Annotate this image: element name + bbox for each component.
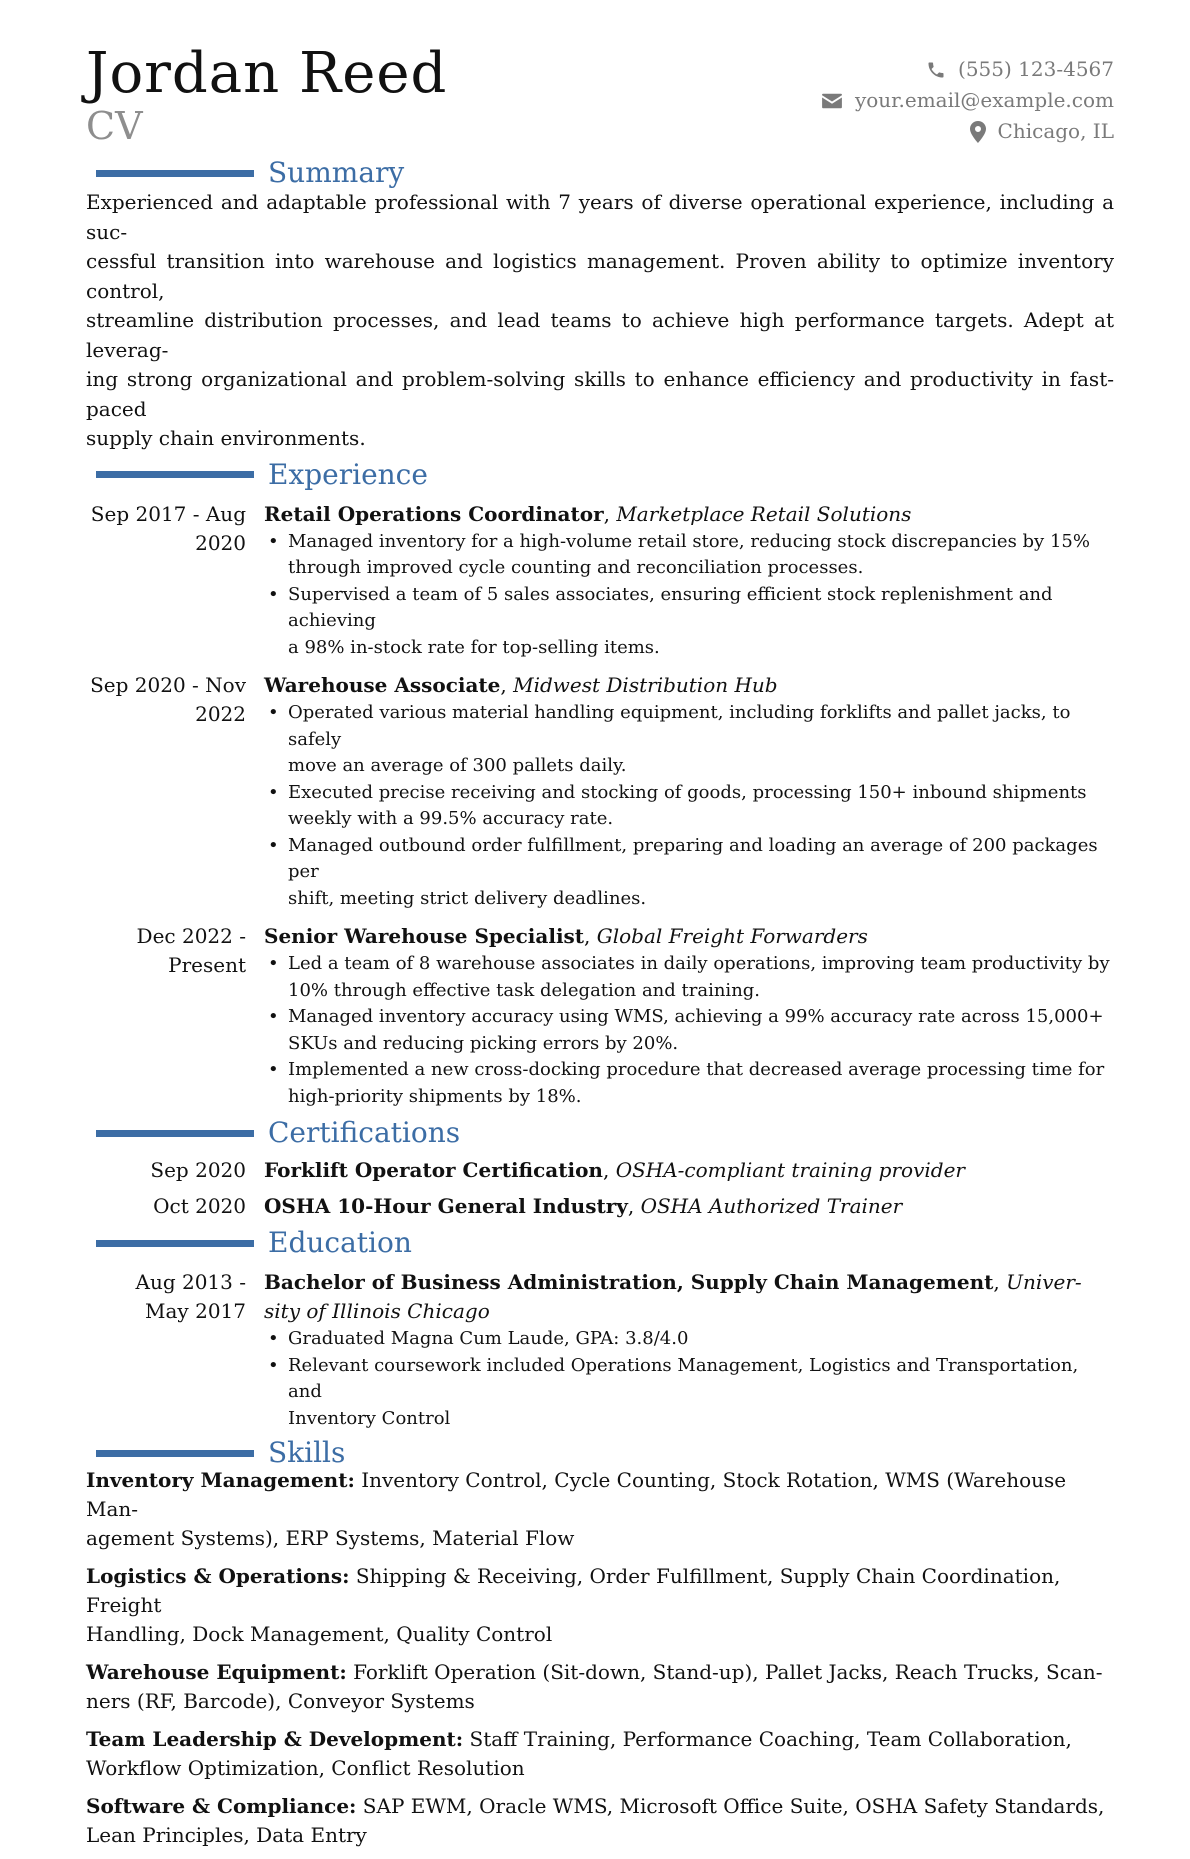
skill-list: SAP EWM, Oracle WMS, Microsoft Office Suite, OSHA Safety Standards, — [362, 1794, 1105, 1818]
job-title: Senior Warehouse Specialist — [264, 924, 585, 948]
certification-entry — [86, 1188, 1114, 1224]
job-title: Warehouse Associate — [264, 673, 501, 697]
entry-body: OSHA 10-Hour General Industry, OSHA Authorized Trainer — [264, 1194, 903, 1218]
skill-list: Forklift Operation (Sit-down, Stand-up), Pallet Jacks, Reach Trucks, Scan- — [353, 1660, 1103, 1684]
list-item: • Implemented a new cross-docking procedure that decreased average processing time for high-priority shipments by 18%. — [264, 1057, 1114, 1110]
skill-group — [86, 1792, 1114, 1850]
institution: sity of Illinois Chicago — [264, 1299, 490, 1323]
list-item: • Executed precise receiving and stocking of goods, processing 150+ inbound shipments weekly with a 99.5% accuracy rate. — [264, 780, 1114, 833]
section-title: Experience — [268, 457, 428, 491]
skill-category: Inventory Management: — [86, 1468, 355, 1492]
summary-line: streamline distribution processes, and lead teams to achieve high performance targets. Adept at leverag- — [86, 308, 1114, 362]
list-item: • Managed outbound order fulfillment, preparing and loading an average of 200 packages per shift, meeting strict delivery deadlines. — [264, 833, 1114, 913]
summary-line: Experienced and adaptable professional with 7 years of diverse operational experience, including a suc- — [86, 190, 1114, 244]
skill-list-continued: ners (RF, Barcode), Conveyor Systems — [86, 1689, 475, 1713]
bullet-list — [264, 1326, 1114, 1432]
certification-name: OSHA 10-Hour General Industry — [264, 1194, 628, 1218]
resume-header — [86, 41, 1114, 154]
section-accent-bar — [96, 1240, 254, 1247]
experience-entry — [86, 671, 1114, 912]
skill-list-continued: Lean Principles, Data Entry — [86, 1823, 367, 1847]
experience-entry — [86, 500, 1114, 662]
list-item: • Managed inventory accuracy using WMS, achieving a 99% accuracy rate across 15,000+ SKUs and reducing picking errors by 20%. — [264, 1004, 1114, 1057]
entry-date — [86, 671, 246, 912]
date-line: Dec 2022 - — [136, 924, 246, 948]
skill-list: Shipping & Receiving, Order Fulfillment, Supply Chain Coordination, Freight — [86, 1564, 1061, 1617]
skills-section — [86, 1434, 1114, 1850]
entry-title: Warehouse Associate, Midwest Distribution Hub — [264, 673, 778, 697]
skill-group — [86, 1466, 1114, 1553]
date-line: Present — [168, 953, 246, 977]
entry-body — [264, 1268, 1114, 1432]
candidate-name: Jordan Reed — [86, 41, 448, 106]
list-item: • Operated various material handling equipment, including forklifts and pallet jacks, to safely move an average of 300 pallets daily. — [264, 700, 1114, 780]
degree-title: Bachelor of Business Administration, Supply Chain Management — [264, 1270, 994, 1294]
summary-section — [86, 154, 1114, 454]
section-heading — [86, 1224, 1114, 1262]
skill-list-continued: agement Systems), ERP Systems, Material Flow — [86, 1526, 575, 1550]
contact-location-row — [821, 116, 1114, 147]
summary-line: cessful transition into warehouse and logistics management. Proven ability to optimize inventory control, — [86, 249, 1114, 303]
date-line: Sep 2017 - Aug — [90, 501, 246, 526]
summary-line: supply chain environments. — [86, 426, 366, 450]
resume-page — [86, 41, 1114, 1859]
envelope-icon — [821, 92, 843, 110]
section-title: Education — [268, 1226, 412, 1259]
map-pin-icon — [970, 121, 986, 143]
employer: Midwest Distribution Hub — [513, 673, 778, 697]
bullet-list — [264, 700, 1114, 912]
certifications-section — [86, 1114, 1114, 1224]
institution: Univer- — [1006, 1270, 1082, 1294]
contact-phone[interactable]: (555) 123-4567 — [958, 57, 1114, 81]
certification-name: Forklift Operator Certification — [264, 1158, 603, 1182]
entry-body — [264, 500, 1114, 662]
section-title: Certifications — [268, 1116, 461, 1149]
list-item: • Relevant coursework included Operations Management, Logistics and Transportation, and Inventory Control — [264, 1353, 1114, 1433]
section-heading — [86, 456, 1114, 494]
skill-category: Team Leadership & Development: — [86, 1727, 464, 1751]
education-entry — [86, 1268, 1114, 1432]
list-item: • Managed inventory for a high-volume retail store, reducing stock discrepancies by 15% through improved cycle counting and reconciliation processes. — [264, 529, 1114, 582]
date-line: May 2017 — [145, 1299, 246, 1323]
date-line: Sep 2020 - Nov — [90, 673, 246, 697]
document-subtitle: CV — [86, 104, 143, 148]
experience-section — [86, 456, 1114, 1111]
section-accent-bar — [96, 1130, 254, 1137]
date-line: 2020 — [195, 530, 246, 555]
entry-body: Forklift Operator Certification, OSHA-compliant training provider — [264, 1158, 965, 1182]
entry-date: Sep 2020 — [150, 1158, 246, 1182]
section-heading — [86, 1114, 1114, 1152]
entry-title: Senior Warehouse Specialist, Global Freight Forwarders — [264, 924, 868, 948]
section-accent-bar — [96, 1450, 254, 1457]
list-item: • Graduated Magna Cum Laude, GPA: 3.8/4.0 — [264, 1326, 1114, 1353]
certification-issuer: OSHA Authorized Trainer — [640, 1194, 903, 1218]
contact-email-row — [821, 85, 1114, 116]
section-title: Skills — [268, 1436, 346, 1469]
skill-list: Staff Training, Performance Coaching, Team Collaboration, — [469, 1727, 1072, 1751]
employer: Marketplace Retail Solutions — [616, 501, 912, 526]
skill-category: Logistics & Operations: — [86, 1564, 350, 1588]
bullet-list — [264, 529, 1114, 662]
contact-location: Chicago, IL — [997, 119, 1114, 143]
skill-list: Inventory Control, Cycle Counting, Stock Rotation, WMS (Warehouse Man- — [86, 1468, 1067, 1521]
section-heading — [86, 154, 1114, 192]
list-item: • Led a team of 8 warehouse associates in daily operations, improving team productivity by 10% through effective task delegation and training. — [264, 951, 1114, 1004]
certification-entry — [86, 1152, 1114, 1188]
skill-list-continued: Handling, Dock Management, Quality Control — [86, 1622, 553, 1646]
summary-line: ing strong organizational and problem-solving skills to enhance efficiency and productivity in fast-paced — [86, 367, 1114, 421]
job-title: Retail Operations Coordinator — [264, 501, 604, 526]
entry-date — [86, 500, 246, 662]
date-line: 2022 — [195, 702, 246, 726]
entry-title-continued — [264, 1297, 1114, 1326]
entry-body — [264, 671, 1114, 912]
section-accent-bar — [96, 170, 254, 177]
experience-entry — [86, 922, 1114, 1110]
education-section — [86, 1224, 1114, 1432]
employer: Global Freight Forwarders — [596, 924, 868, 948]
section-title: Summary — [268, 156, 405, 189]
entry-body — [264, 922, 1114, 1110]
summary-text — [86, 188, 1114, 454]
contact-email[interactable]: your.email@example.com — [854, 88, 1114, 112]
certification-issuer: OSHA-compliant training provider — [615, 1158, 965, 1182]
date-line: Aug 2013 - — [135, 1270, 246, 1294]
contact-phone-row — [821, 54, 1114, 85]
bullet-list — [264, 951, 1114, 1110]
entry-date — [86, 1268, 246, 1432]
skill-category: Warehouse Equipment: — [86, 1660, 347, 1684]
skill-group — [86, 1725, 1114, 1783]
phone-icon — [926, 60, 946, 80]
skill-group — [86, 1562, 1114, 1649]
entry-title: Bachelor of Business Administration, Supply Chain Management, Univer- — [264, 1270, 1082, 1294]
skill-category: Software & Compliance: — [86, 1794, 357, 1818]
list-item: • Supervised a team of 5 sales associates, ensuring efficient stock replenishment and achieving a 98% in-stock rate for top-selling items. — [264, 582, 1114, 662]
entry-date: Oct 2020 — [153, 1194, 246, 1218]
skill-group — [86, 1658, 1114, 1716]
entry-title: Retail Operations Coordinator, Marketplace Retail Solutions — [264, 501, 912, 526]
entry-date — [86, 922, 246, 1110]
section-accent-bar — [96, 471, 254, 478]
skill-list-continued: Workflow Optimization, Conflict Resolution — [86, 1756, 525, 1780]
contact-block — [821, 54, 1114, 147]
